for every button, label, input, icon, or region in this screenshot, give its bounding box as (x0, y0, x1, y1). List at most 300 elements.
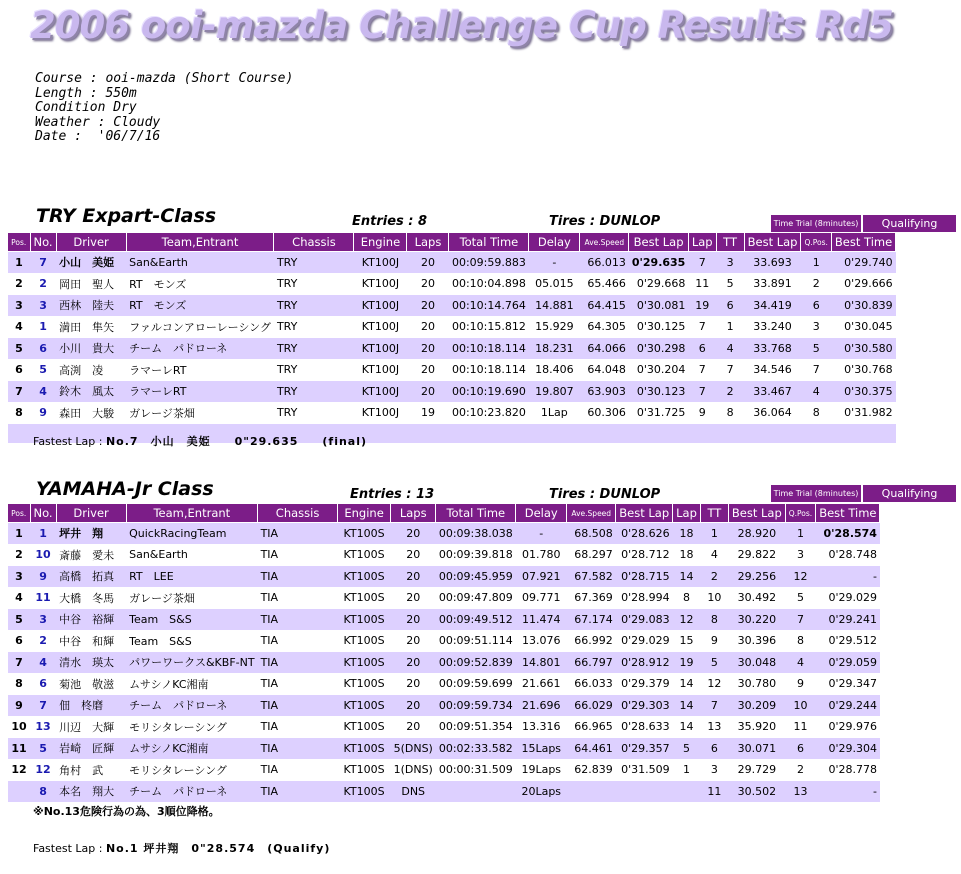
cell-team: ガレージ茶畑 (126, 587, 257, 609)
cell-delay: 14.881 (529, 295, 580, 317)
cell-no: 10 (30, 544, 56, 566)
table-row (8, 402, 896, 424)
cell-delay: 15.929 (529, 316, 580, 338)
cell-tt-rank: 7 (700, 695, 728, 717)
cell-engine: KT100J (354, 295, 407, 317)
cell-lap: 5 (673, 738, 701, 760)
cell-engine: KT100S (338, 759, 391, 781)
cell-driver: 大橋 冬馬 (56, 587, 126, 609)
cell-ave-speed: 68.508 (567, 523, 616, 545)
cell-chassis: TIA (258, 716, 338, 738)
cell-q-pos: 9 (785, 673, 815, 695)
cell-driver: 西林 陸夫 (56, 295, 126, 317)
cell-team: ラマーレRT (126, 359, 274, 381)
cell-q-pos: 5 (785, 587, 815, 609)
cell-team: Team S&S (126, 609, 257, 631)
cell-tt-best-lap: 33.693 (744, 252, 801, 274)
cell-q-pos: 5 (801, 338, 831, 360)
cell-engine: KT100J (354, 402, 407, 424)
column-header-laps: Laps (407, 233, 449, 252)
cell-driver: 小山 美姫 (56, 252, 126, 274)
cell-tt-best-lap: 29.822 (728, 544, 785, 566)
cell-ave-speed: 65.466 (580, 273, 629, 295)
column-header-delay: Delay (516, 504, 567, 523)
cell-tt-rank: 6 (716, 295, 744, 317)
cell-total-time: 00:10:19.690 (449, 381, 529, 403)
cell-total-time: 00:09:51.114 (436, 630, 516, 652)
cell-best-lap: 0'29.668 (629, 273, 688, 295)
column-header-team: Team,Entrant (126, 233, 274, 252)
cell-team: RT モンズ (126, 295, 274, 317)
cell-total-time: 00:09:59.883 (449, 252, 529, 274)
cell-team: チーム パドローネ (126, 338, 274, 360)
fastest-lap-value: No.7 小山 美姫 0"29.635 (final) (105, 435, 368, 448)
cell-delay: 13.076 (516, 630, 567, 652)
cell-chassis: TIA (258, 609, 338, 631)
cell-team: チーム パドローネ (126, 781, 257, 803)
cell-laps: 20 (407, 295, 449, 317)
cell-ave-speed: 64.048 (580, 359, 629, 381)
fastest-lap-label: Fastest Lap : (33, 842, 106, 855)
cell-laps: 20 (407, 359, 449, 381)
cell-tt-best-lap: 34.419 (744, 295, 801, 317)
cell-delay: 14.801 (516, 652, 567, 674)
cell-lap (673, 781, 701, 803)
cell-driver: 坪井 翔 (56, 523, 126, 545)
cell-total-time: 00:09:38.038 (436, 523, 516, 545)
table-row (8, 587, 880, 609)
cell-lap: 7 (688, 316, 716, 338)
cell-tt-rank: 2 (700, 566, 728, 588)
table-row (8, 273, 896, 295)
cell-lap: 1 (673, 759, 701, 781)
cell-tt-best-lap: 30.220 (728, 609, 785, 631)
cell-laps: 20 (391, 609, 436, 631)
cell-lap: 14 (673, 673, 701, 695)
column-header-driver: Driver (56, 233, 126, 252)
cell-best-lap: 0'30.123 (629, 381, 688, 403)
cell-total-time: 00:00:31.509 (436, 759, 516, 781)
cell-tt-rank: 13 (700, 716, 728, 738)
table-row (8, 252, 896, 274)
cell-pos: 3 (8, 566, 30, 588)
results-table (8, 504, 880, 803)
cell-best-lap: 0'29.379 (616, 673, 673, 695)
cell-driver: 小川 貴大 (56, 338, 126, 360)
column-header-no: No. (30, 233, 56, 252)
qualifying-header: Qualifying (863, 215, 956, 232)
cell-laps: 20 (391, 630, 436, 652)
cell-q-best-time: 0'30.839 (831, 295, 895, 317)
weather-line: Weather : Cloudy (35, 114, 161, 130)
entries-count: Entries : 13 (350, 487, 435, 502)
cell-tt-best-lap: 35.920 (728, 716, 785, 738)
cell-best-lap: 0'30.204 (629, 359, 688, 381)
table-row (8, 359, 896, 381)
cell-chassis: TRY (274, 338, 354, 360)
column-header-lap: Lap (673, 504, 701, 523)
cell-driver: 中谷 和輝 (56, 630, 126, 652)
cell-engine: KT100J (354, 338, 407, 360)
cell-engine: KT100S (338, 738, 391, 760)
cell-q-pos: 1 (785, 523, 815, 545)
column-header-driver: Driver (56, 504, 126, 523)
cell-q-pos: 6 (801, 295, 831, 317)
cell-q-pos: 3 (801, 316, 831, 338)
cell-delay: 19.807 (529, 381, 580, 403)
cell-chassis: TRY (274, 359, 354, 381)
cell-team: QuickRacingTeam (126, 523, 257, 545)
table-row (8, 316, 896, 338)
cell-best-lap: 0'30.081 (629, 295, 688, 317)
cell-laps: 20 (391, 716, 436, 738)
cell-total-time: 00:09:45.959 (436, 566, 516, 588)
cell-tt-best-lap: 30.048 (728, 652, 785, 674)
table-row (8, 523, 880, 545)
cell-best-lap: 0'29.029 (616, 630, 673, 652)
cell-no: 6 (30, 338, 56, 360)
tires-info: Tires : DUNLOP (549, 487, 661, 502)
cell-q-best-time: 0'30.375 (831, 381, 895, 403)
cell-tt-rank: 10 (700, 587, 728, 609)
column-header-total-time: Total Time (449, 233, 529, 252)
cell-delay: 18.406 (529, 359, 580, 381)
cell-q-best-time: 0'29.029 (816, 587, 880, 609)
cell-chassis: TRY (274, 381, 354, 403)
cell-chassis: TIA (258, 759, 338, 781)
fastest-lap-label: Fastest Lap : (33, 435, 106, 448)
cell-pos: 1 (8, 252, 30, 274)
cell-team: パワーワークス&KBF-NT (126, 652, 257, 674)
cell-tt-best-lap: 29.729 (728, 759, 785, 781)
cell-driver: 岡田 聖人 (56, 273, 126, 295)
cell-driver: 佃 柊磨 (56, 695, 126, 717)
cell-driver: 岩崎 匠輝 (56, 738, 126, 760)
cell-best-lap: 0'30.298 (629, 338, 688, 360)
cell-laps: 20 (391, 566, 436, 588)
cell-laps: 20 (407, 338, 449, 360)
cell-engine: KT100J (354, 252, 407, 274)
course-line: Course : ooi-mazda (Short Course) (35, 71, 294, 86)
cell-laps: 20 (391, 695, 436, 717)
cell-q-best-time: 0'30.580 (831, 338, 895, 360)
cell-tt-rank: 8 (700, 609, 728, 631)
cell-tt-rank: 5 (716, 273, 744, 295)
cell-total-time: 00:10:04.898 (449, 273, 529, 295)
cell-delay: 09.771 (516, 587, 567, 609)
cell-pos: 5 (8, 609, 30, 631)
cell-best-lap: 0'28.626 (616, 523, 673, 545)
cell-q-best-time: 0'28.574 (816, 523, 880, 545)
cell-total-time: 00:10:15.812 (449, 316, 529, 338)
cell-delay: 05.015 (529, 273, 580, 295)
cell-driver: 斎藤 愛未 (56, 544, 126, 566)
cell-q-best-time: 0'28.748 (816, 544, 880, 566)
cell-delay: - (529, 252, 580, 274)
cell-driver: 角村 武 (56, 759, 126, 781)
cell-delay: 18.231 (529, 338, 580, 360)
cell-ave-speed: 68.297 (567, 544, 616, 566)
cell-no: 13 (30, 716, 56, 738)
cell-team: Team S&S (126, 630, 257, 652)
column-header-tt-best-lap: Best Lap (744, 233, 801, 252)
cell-ave-speed: 67.369 (567, 587, 616, 609)
cell-chassis: TRY (274, 295, 354, 317)
cell-engine: KT100S (338, 609, 391, 631)
cell-laps: 20 (391, 587, 436, 609)
cell-pos: 6 (8, 359, 30, 381)
cell-pos: 12 (8, 759, 30, 781)
column-header-q-best-time: Best Time (831, 233, 895, 252)
cell-laps: 20 (391, 523, 436, 545)
cell-no: 5 (30, 359, 56, 381)
cell-q-best-time: 0'29.512 (816, 630, 880, 652)
cell-tt-best-lap: 33.768 (744, 338, 801, 360)
cell-ave-speed: 66.033 (567, 673, 616, 695)
cell-tt-best-lap: 33.240 (744, 316, 801, 338)
cell-q-best-time: 0'31.982 (831, 402, 895, 424)
cell-q-pos: 1 (801, 252, 831, 274)
cell-q-pos: 2 (801, 273, 831, 295)
cell-total-time: 00:09:39.818 (436, 544, 516, 566)
cell-no: 2 (30, 273, 56, 295)
cell-pos: 8 (8, 673, 30, 695)
cell-team: ムサシノKC湘南 (126, 673, 257, 695)
column-header-engine: Engine (338, 504, 391, 523)
cell-total-time: 00:09:51.354 (436, 716, 516, 738)
column-header-ave-speed: Ave.Speed (580, 233, 629, 252)
cell-q-best-time: 0'30.045 (831, 316, 895, 338)
cell-team: チーム パドローネ (126, 695, 257, 717)
cell-no: 9 (30, 566, 56, 588)
cell-total-time: 00:09:59.734 (436, 695, 516, 717)
column-header-ave-speed: Ave.Speed (567, 504, 616, 523)
cell-laps: DNS (391, 781, 436, 803)
cell-team: RT モンズ (126, 273, 274, 295)
cell-ave-speed: 66.797 (567, 652, 616, 674)
cell-best-lap: 0'29.357 (616, 738, 673, 760)
cell-engine: KT100S (338, 587, 391, 609)
cell-q-best-time: 0'28.778 (816, 759, 880, 781)
cell-laps: 19 (407, 402, 449, 424)
cell-delay: 21.661 (516, 673, 567, 695)
cell-chassis: TIA (258, 523, 338, 545)
cell-chassis: TRY (274, 273, 354, 295)
cell-ave-speed: 64.066 (580, 338, 629, 360)
cell-tt-best-lap: 30.780 (728, 673, 785, 695)
column-header-team: Team,Entrant (126, 504, 257, 523)
cell-chassis: TIA (258, 695, 338, 717)
cell-team: San&Earth (126, 252, 274, 274)
cell-pos (8, 781, 30, 803)
time-trial-header: Time Trial (8minutes) (771, 485, 861, 502)
cell-engine: KT100S (338, 566, 391, 588)
cell-q-pos: 3 (785, 544, 815, 566)
column-header-chassis: Chassis (274, 233, 354, 252)
cell-q-best-time: 0'29.304 (816, 738, 880, 760)
cell-tt-best-lap: 28.920 (728, 523, 785, 545)
cell-chassis: TRY (274, 402, 354, 424)
cell-tt-rank: 1 (716, 316, 744, 338)
cell-driver: 高渕 凌 (56, 359, 126, 381)
cell-team: モリシタレーシング (126, 716, 257, 738)
cell-pos: 9 (8, 695, 30, 717)
cell-tt-rank: 6 (700, 738, 728, 760)
cell-team: ラマーレRT (126, 381, 274, 403)
cell-total-time: 00:10:23.820 (449, 402, 529, 424)
cell-team: ガレージ茶畑 (126, 402, 274, 424)
cell-laps: 20 (391, 544, 436, 566)
cell-total-time: 00:02:33.582 (436, 738, 516, 760)
cell-tt-rank: 9 (700, 630, 728, 652)
cell-chassis: TIA (258, 652, 338, 674)
cell-delay: 11.474 (516, 609, 567, 631)
cell-engine: KT100S (338, 523, 391, 545)
column-header-tt-rank: TT (700, 504, 728, 523)
cell-lap: 11 (688, 273, 716, 295)
column-header-pos: Pos. (8, 504, 30, 523)
cell-team: RT LEE (126, 566, 257, 588)
cell-laps: 1(DNS) (391, 759, 436, 781)
cell-ave-speed: 67.582 (567, 566, 616, 588)
cell-lap: 8 (673, 587, 701, 609)
cell-pos: 6 (8, 630, 30, 652)
cell-chassis: TIA (258, 630, 338, 652)
cell-no: 7 (30, 695, 56, 717)
cell-team: San&Earth (126, 544, 257, 566)
column-header-best-lap: Best Lap (629, 233, 688, 252)
cell-tt-best-lap: 30.209 (728, 695, 785, 717)
cell-driver: 中谷 裕輝 (56, 609, 126, 631)
cell-no: 7 (30, 252, 56, 274)
penalty-note: ※No.13危険行為の為、3順位降格。 (33, 805, 220, 818)
cell-lap: 9 (688, 402, 716, 424)
cell-tt-best-lap: 33.467 (744, 381, 801, 403)
tires-info: Tires : DUNLOP (549, 214, 661, 229)
cell-q-pos: 8 (785, 630, 815, 652)
cell-best-lap (616, 781, 673, 803)
cell-driver: 満田 隼矢 (56, 316, 126, 338)
cell-ave-speed: 66.965 (567, 716, 616, 738)
condition-line: Condition Dry (35, 100, 137, 115)
column-header-no: No. (30, 504, 56, 523)
cell-q-pos: 4 (801, 381, 831, 403)
cell-ave-speed (567, 781, 616, 803)
cell-driver: 森田 大駿 (56, 402, 126, 424)
cell-delay: 21.696 (516, 695, 567, 717)
cell-q-best-time: 0'30.768 (831, 359, 895, 381)
cell-no: 8 (30, 781, 56, 803)
cell-team: ムサシノKC湘南 (126, 738, 257, 760)
cell-driver: 高橋 拓真 (56, 566, 126, 588)
cell-engine: KT100S (338, 673, 391, 695)
cell-best-lap: 0'29.303 (616, 695, 673, 717)
class-title: YAMAHA-Jr Class (36, 478, 214, 500)
cell-no: 1 (30, 316, 56, 338)
cell-q-best-time: 0'29.666 (831, 273, 895, 295)
cell-lap: 19 (673, 652, 701, 674)
page-title: 2006 ooi-mazda Challenge Cup Results Rd5 (30, 4, 893, 47)
table-row (8, 781, 880, 803)
table-row (8, 544, 880, 566)
cell-engine: KT100S (338, 695, 391, 717)
cell-laps: 20 (391, 652, 436, 674)
cell-no: 11 (30, 587, 56, 609)
table-row (8, 609, 880, 631)
cell-team: ファルコンアローレーシング (126, 316, 274, 338)
cell-tt-rank: 1 (700, 523, 728, 545)
cell-best-lap: 0'29.635 (629, 252, 688, 274)
cell-tt-rank: 8 (716, 402, 744, 424)
cell-engine: KT100J (354, 381, 407, 403)
cell-no: 4 (30, 381, 56, 403)
class-title: TRY Expart-Class (36, 205, 217, 227)
cell-delay: 01.780 (516, 544, 567, 566)
cell-no: 5 (30, 738, 56, 760)
cell-best-lap: 0'28.633 (616, 716, 673, 738)
cell-pos: 4 (8, 587, 30, 609)
cell-best-lap: 0'30.125 (629, 316, 688, 338)
cell-pos: 2 (8, 544, 30, 566)
entries-count: Entries : 8 (352, 214, 428, 229)
cell-tt-rank: 3 (700, 759, 728, 781)
cell-lap: 7 (688, 359, 716, 381)
cell-lap: 12 (673, 609, 701, 631)
cell-chassis: TIA (258, 781, 338, 803)
cell-pos: 8 (8, 402, 30, 424)
cell-engine: KT100S (338, 652, 391, 674)
column-header-q-pos: Q.Pos. (785, 504, 815, 523)
cell-q-pos: 7 (785, 609, 815, 631)
cell-tt-rank: 5 (700, 652, 728, 674)
cell-no: 4 (30, 652, 56, 674)
cell-no: 6 (30, 673, 56, 695)
cell-pos: 2 (8, 273, 30, 295)
cell-best-lap: 0'31.725 (629, 402, 688, 424)
cell-q-best-time: 0'29.976 (816, 716, 880, 738)
table-row (8, 738, 880, 760)
race-info (35, 72, 293, 145)
cell-delay: 15Laps (516, 738, 567, 760)
cell-ave-speed: 64.305 (580, 316, 629, 338)
cell-q-pos: 11 (785, 716, 815, 738)
cell-q-pos: 6 (785, 738, 815, 760)
cell-q-best-time: - (816, 566, 880, 588)
cell-pos: 11 (8, 738, 30, 760)
cell-chassis: TIA (258, 673, 338, 695)
cell-pos: 10 (8, 716, 30, 738)
cell-laps: 20 (407, 273, 449, 295)
cell-lap: 7 (688, 381, 716, 403)
column-header-lap: Lap (688, 233, 716, 252)
cell-q-best-time: 0'29.740 (831, 252, 895, 274)
cell-q-pos: 12 (785, 566, 815, 588)
cell-engine: KT100J (354, 273, 407, 295)
cell-best-lap: 0'28.994 (616, 587, 673, 609)
cell-ave-speed: 64.415 (580, 295, 629, 317)
cell-best-lap: 0'29.083 (616, 609, 673, 631)
table-row (8, 295, 896, 317)
cell-total-time: 00:10:18.114 (449, 338, 529, 360)
cell-engine: KT100S (338, 544, 391, 566)
column-header-delay: Delay (529, 233, 580, 252)
cell-total-time (436, 781, 516, 803)
cell-lap: 6 (688, 338, 716, 360)
cell-laps: 5(DNS) (391, 738, 436, 760)
cell-no: 12 (30, 759, 56, 781)
cell-pos: 1 (8, 523, 30, 545)
table-row (8, 716, 880, 738)
